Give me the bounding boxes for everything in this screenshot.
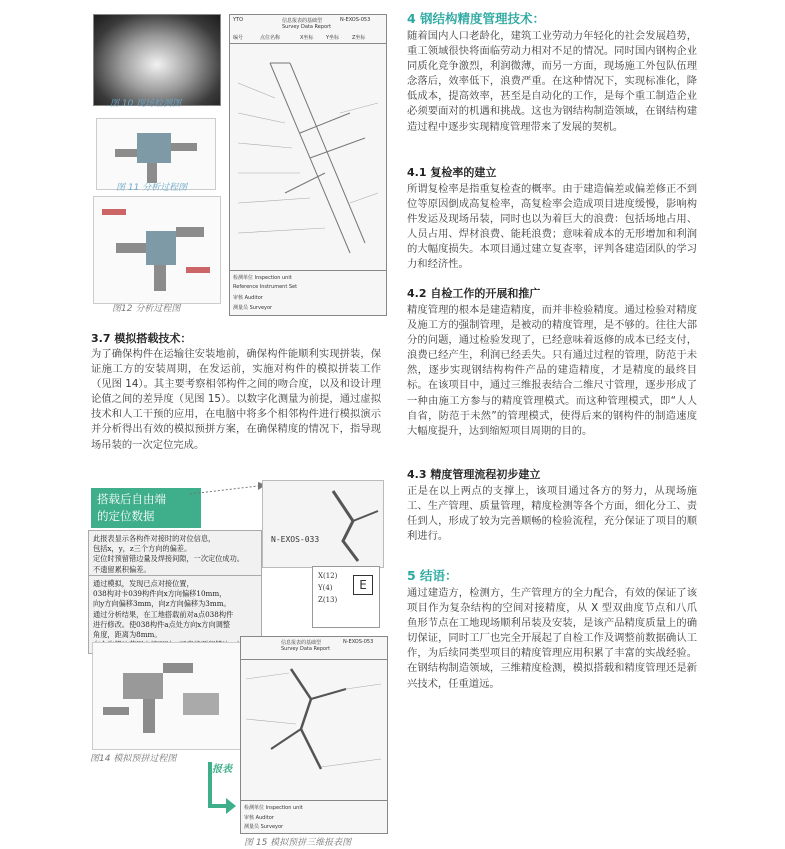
report-col2: 点位名称 [260,35,281,41]
section43-body: 正是在以上两点的支撑上，该项目通过各方的努力，从现场施工、生产管理、质量管理，精度检测等各个方面，细化分工、责任到人，形成了较为完善顺畅的检验流程，充分保证了项目的顺利进行。 [407,485,697,543]
fig14-green-label-line1: 搭载后自由端 [97,492,166,506]
report-col3: X坐标 [300,35,314,41]
fig14-green-label [91,488,201,528]
fig12-caption: 图12 分析过程图 [112,304,181,314]
report-footer [230,270,386,315]
report-drawing-sheet [229,14,387,316]
section5-heading: 5 结语： [407,568,458,583]
fig14-part-lines [263,481,383,567]
fig15-footer4: 测量员 Surveyor [244,824,284,830]
fig10-photo [93,14,221,106]
fig14-label-arrow [190,480,270,500]
report-footer2: Reference Instrument Set [233,284,298,290]
fig14-coord-box [312,566,380,628]
fig14-caption: 图14 模拟预拼过程图 [90,754,177,764]
section41-heading: 4.1 复检率的建立 [407,166,497,179]
report-header [230,15,386,44]
section4-heading: 4 钢结构精度管理技术： [407,11,546,26]
section37-heading: 3.7 模拟搭载技术： [91,332,192,345]
fig14-part-code: N-EXOS-033 [271,535,320,544]
report-drawing-lines [230,43,386,271]
fig15-title-en: Survey Data Report [281,646,331,652]
fig14-note1-line3: 定位时预留错边量及焊接间隙，一次定位成功。 [93,554,244,564]
report-title-en: Survey Data Report [282,24,332,30]
fig10-caption: 图 10 现场检测图 [110,99,182,109]
section5-body: 通过建造方，检测方，生产管理方的全力配合，有效的保证了该项目作为复杂结构的空间对接精度，从 X 型双曲度节点和八爪鱼形节点在工地现场顺利吊装及安装，是该产品精度质量上的确切保证，同时工厂也完全开展起了自检工作及调整前数据确认工作，为后续同类型项目的精度管理应用积累了丰富的实战经验。在钢结构制造领域，三维精度检测，模拟搭载和精度管理还是新兴技术，任重道远。 [407,587,697,690]
fig15-report-sheet [240,636,388,834]
fig14-coord-x: X(12) [318,572,338,580]
fig14-coord-y: Y(4) [318,584,333,592]
fig14-note1 [88,530,262,579]
section4-body: 随着国内人口老龄化，建筑工业劳动力年轻化的社会发展趋势，重工领域很快将面临劳动力相对不足的情况。同时国内钢构企业同质化竞争激烈，利润微薄，而另一方面，现场施工外包队伍理念落后，效率低下，浪费严重。在这种情况下，实现标准化，降低成本，提高效率，甚至是自动化的工作，是每个重工制造企业必须要面对的机遇和挑战。这也为钢结构制造领域，在钢结构建造过程中逐步实现精度管理带来了发展的契机。 [407,30,697,133]
fig14-note2-line2: 038构对卡039构件向x方向偏移10mm， [93,589,227,599]
fig14-note2-line5: 进行修改。使038构件a点处方向x方向调整 [93,619,231,629]
fig14-note2-line3: 向y方向偏移3mm，向z方向偏移为3mm。 [93,599,231,609]
fig15-footer1: 检测单位 Inspection unit [244,805,303,811]
fig15-code: N-EXOS-053 [343,639,374,645]
report-form: YTO [233,17,244,23]
fig12-model [93,196,221,304]
fig14-note2-line6: 角度，距离为8mm。 [93,630,162,640]
report-footer1: 检测单位 Inspection unit [233,275,292,281]
section42-body: 精度管理的根本是建造精度，而并非检验精度。通过检验对精度及施工方的强制管理，是被动的精度管理，是不够的。往往大部分的问题，通过检验发现了，已经意味着返修的成本已经支付，浪费已经产生，利润已经丢失。只有通过过程的管理，防范于未然，逐步实现钢结构构件产品的建造精度，才是精度的最终目标。在该项目中，通过三维报表结合二维尺寸管理，逐步形成了一种由施工方参与的精度管理模式。而这种管理模式，即“人人自省，防范于未然”的管理模式，使得后来的钢构件的制造速度大幅度提升，达到缩短项目周期的目的。 [407,304,697,437]
fig15-title-cn: 信息报表的基础型 [281,640,322,646]
fig14-note1-line1: 此报表显示各构件对接时的对位信息， [93,534,216,543]
fig14-part-drawing [262,480,384,568]
fig14-note1-line2: 包括x，y，z三个方向的偏差。 [93,544,192,554]
fig15-footer3: 审核 Auditor [244,815,274,821]
report-col4: Y坐标 [326,35,340,41]
section43-heading: 4.3 精度管理流程初步建立 [407,468,541,481]
report-col1: 编号 [233,35,244,41]
fig14-green-label-line2: 的定位数据 [97,509,155,523]
section37-body: 为了确保构件在运输往安装地前，确保构件能顺利实现拼装，保证施工方的安装周期，在发运前，实施对构件的模拟拼装工作（见图 14）。其主要考察相邻构件之间的吻合度，以及和设计理论值之间的差异度（见图 15）。以数字化测量为前提，通过虚拟技术和人工干预的应用，在电脑中将多个相邻构件进行模拟演示并分析得出有效的模拟预拼方案，在确保精度的情况下，指导现场吊装的一次定位完成。 [91,348,381,451]
fig15-drawing-lines [241,659,387,799]
section41-body: 所谓复检率是指重复检查的概率。由于建造偏差或偏差修正不到位等原因倒成高复检率，高复检率会造成项目进度缓慢，影响构件发运及现场吊装，同时也以为着巨大的浪费：包括场地占用、人员占用、焊材浪费、能耗浪费；意味着成本的无形增加和利润的大幅度损失。本项目通过建立复查率，评判各建造团队的学习力和经济性。 [407,183,697,271]
report-footer4: 测量员 Surveyor [233,305,273,311]
fig14-assembly-model [92,642,242,750]
fig14-report-arrow-label: 报表 [212,764,232,775]
report-footer3: 审核 Auditor [233,295,263,301]
fig14-note1-line4: 不遗留累积偏差。 [93,564,151,574]
fig11-caption: 图 11 分析过程图 [116,183,188,193]
fig14-coord-z: Z(13) [318,596,338,604]
fig14-note2-line1: 通过模拟，发现已点对接位置， [93,579,194,588]
fig15-caption: 图 15 模拟预拼三维报表图 [244,838,352,848]
report-code: N-EXOS-053 [340,17,371,23]
fig14-letter-e: E [353,575,373,595]
fig15-footer [241,800,387,833]
report-title-cn: 信息报表的基础型 [282,18,323,24]
fig14-note2-line4: 通过分析结果，在工地搭载前对a点038构件 [93,609,234,619]
fig15-header [241,637,387,660]
section42-heading: 4.2 自检工作的开展和推广 [407,287,541,300]
report-col5: Z坐标 [352,35,366,41]
